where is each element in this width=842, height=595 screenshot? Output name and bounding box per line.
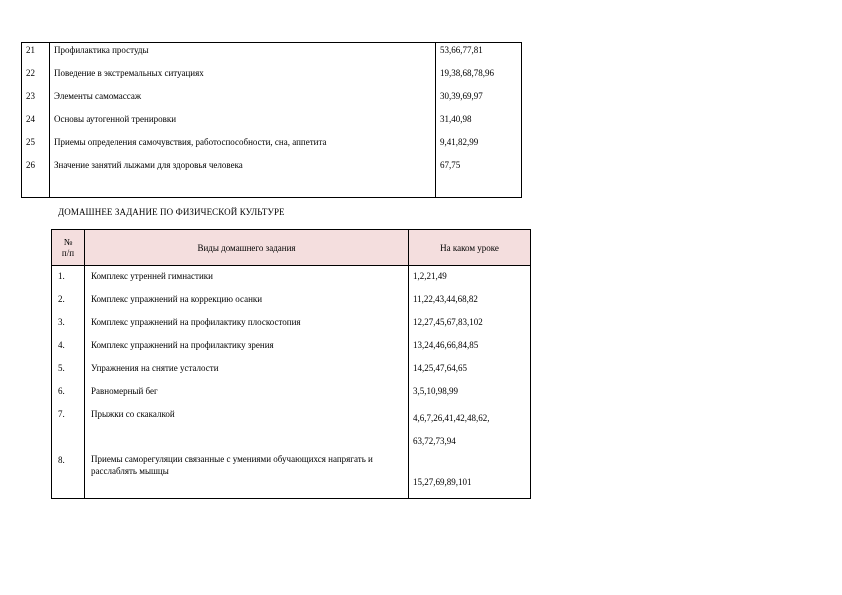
row-number: 1.: [52, 266, 85, 292]
row-topic: Приемы определения самочувствия, работоспособности, сна, аппетита: [54, 136, 327, 147]
table-row: [22, 89, 522, 112]
row-task: Приемы саморегуляции связанные с умениями обучающихся напрягать и расслаблять мышцы: [85, 453, 409, 499]
row-task: Комплекс утренней гимнастики: [85, 266, 409, 292]
row-lessons-line2: 63,72,73,94: [413, 435, 456, 446]
table-row: [52, 292, 531, 315]
table-row: [52, 266, 531, 292]
row-lessons: 67,75: [436, 158, 522, 198]
row-number: 5.: [52, 361, 85, 384]
row-number: 2.: [52, 292, 85, 315]
table-row: [52, 338, 531, 361]
row-number: 23: [22, 89, 50, 112]
table-row: [52, 453, 531, 499]
row-number: 3.: [52, 315, 85, 338]
row-task: Комплекс упражнений на профилактику зрения: [85, 338, 409, 361]
table-header-row: [52, 230, 531, 266]
row-task: Равномерный бег: [85, 384, 409, 407]
row-number: 24: [22, 112, 50, 135]
row-number: 26: [22, 158, 50, 198]
row-lessons: 53,66,77,81: [436, 43, 522, 66]
table-row: [22, 112, 522, 135]
table-row: [52, 315, 531, 338]
row-number: 25: [22, 135, 50, 158]
row-lessons: 19,38,68,78,96: [436, 66, 522, 89]
row-task: Комплекс упражнений на коррекцию осанки: [85, 292, 409, 315]
row-number: 7.: [52, 407, 85, 453]
section-title: ДОМАШНЕЕ ЗАДАНИЕ ПО ФИЗИЧЕСКОЙ КУЛЬТУРЕ: [58, 207, 285, 217]
row-number: 21: [22, 43, 50, 66]
header-task-type: Виды домашнего задания: [85, 230, 409, 266]
row-topic: Профилактика простуды: [50, 43, 436, 66]
row-lessons: 31,40,98: [436, 112, 522, 135]
row-number: 22: [22, 66, 50, 89]
row-lessons: 11,22,43,44,68,82: [409, 292, 531, 315]
continued-topics-table: [21, 42, 522, 198]
row-task: Упражнения на снятие усталости: [85, 361, 409, 384]
header-number-line2: п/п: [61, 247, 75, 258]
table-row: [52, 407, 531, 453]
row-lessons: 30,39,69,97: [436, 89, 522, 112]
table-row: [52, 361, 531, 384]
header-number: [52, 230, 85, 266]
row-topic: Поведение в экстремальных ситуациях: [54, 67, 204, 78]
row-lessons: 12,27,45,67,83,102: [409, 315, 531, 338]
header-lesson: На каком уроке: [409, 230, 531, 266]
row-task: Прыжки со скакалкой: [85, 407, 409, 453]
row-number: 4.: [52, 338, 85, 361]
table-row: [22, 135, 522, 158]
table-row: [22, 66, 522, 89]
header-number-line1: №: [63, 236, 73, 247]
row-lessons: 15,27,69,89,101: [409, 453, 531, 499]
row-topic: Элементы самомассаж: [54, 90, 142, 101]
row-task: Комплекс упражнений на профилактику плоскостопия: [85, 315, 409, 338]
table-row: [22, 158, 522, 198]
row-number: 8.: [52, 453, 85, 499]
table-row: [52, 384, 531, 407]
row-topic: Значение занятий лыжами для здоровья человека: [50, 158, 436, 198]
row-topic: Основы аутогенной тренировки: [54, 113, 177, 124]
table-row: [22, 43, 522, 66]
row-lessons: 14,25,47,64,65: [409, 361, 531, 384]
row-lessons: 9,41,82,99: [436, 135, 522, 158]
row-lessons: [409, 407, 531, 453]
row-lessons-line1: 4,6,7,26,41,42,48,62,: [413, 412, 490, 423]
row-lessons: 3,5,10,98,99: [409, 384, 531, 407]
row-lessons: 1,2,21,49: [409, 266, 531, 292]
row-lessons: 13,24,46,66,84,85: [409, 338, 531, 361]
row-number: 6.: [52, 384, 85, 407]
homework-table: [51, 229, 531, 499]
